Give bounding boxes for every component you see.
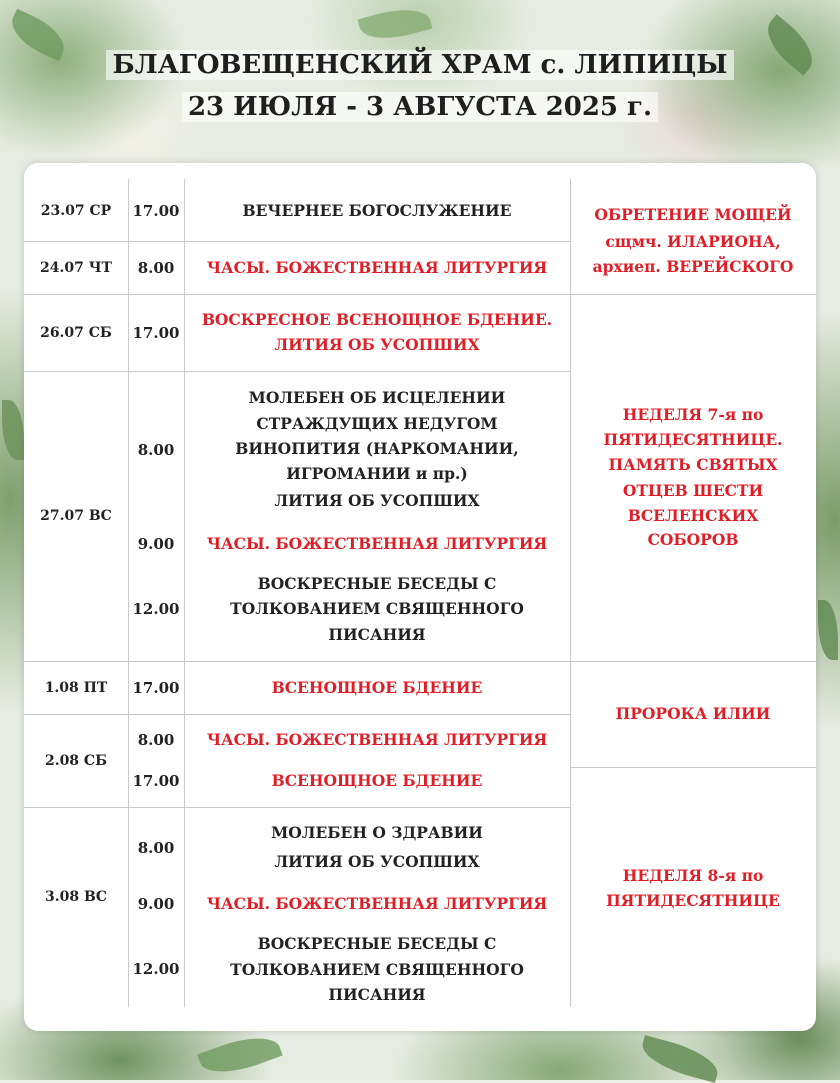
row-time: 9.00 [137, 895, 175, 913]
feast-note: ПЯТИДЕСЯТНИЦЕ. [603, 430, 783, 449]
row-time: 9.00 [137, 535, 175, 553]
row-time: 8.00 [137, 731, 175, 749]
row-event: ТОЛКОВАНИЕМ СВЯЩЕННОГО [230, 599, 524, 618]
feast-note: ОТЦЕВ ШЕСТИ [622, 481, 764, 500]
feast-note: архиеп. ВЕРЕЙСКОГО [592, 257, 794, 276]
row-event: СТРАЖДУЩИХ НЕДУГОМ [256, 414, 498, 433]
row-date: 1.08 ПТ [44, 679, 108, 696]
row-time: 12.00 [132, 960, 180, 978]
row-time: 17.00 [132, 772, 180, 790]
schedule-table [24, 163, 816, 1031]
row-event: ПИСАНИЯ [328, 985, 426, 1004]
row-event: ВОСКРЕСНОЕ ВСЕНОЩНОЕ БДЕНИЕ. [201, 310, 553, 329]
row-time: 17.00 [132, 678, 180, 697]
page-title-line-1: БЛАГОВЕЩЕНСКИЙ ХРАМ с. ЛИПИЦЫ [0, 48, 840, 82]
row-time: 8.00 [137, 258, 175, 277]
row-date: 2.08 СБ [44, 752, 108, 769]
row-event: ВИНОПИТИЯ (НАРКОМАНИИ, [235, 439, 519, 458]
feast-note: сщмч. ИЛАРИОНА, [605, 232, 781, 251]
row-event: ВОСКРЕСНЫЕ БЕСЕДЫ С [257, 574, 497, 593]
row-event: ЧАСЫ. БОЖЕСТВЕННАЯ ЛИТУРГИЯ [206, 257, 548, 277]
row-event: ВЕЧЕРНЕЕ БОГОСЛУЖЕНИЕ [242, 201, 512, 220]
feast-note: ПЯТИДЕСЯТНИЦЕ [606, 891, 780, 910]
row-date: 3.08 ВС [45, 889, 107, 905]
feast-note: ОБРЕТЕНИЕ МОЩЕЙ [594, 205, 792, 224]
row-event: ВСЕНОЩНОЕ БДЕНИЕ [271, 771, 483, 790]
feast-note: ПРОРОКА ИЛИИ [615, 704, 771, 723]
feast-divider [570, 767, 816, 768]
row-event: ЧАСЫ. БОЖЕСТВЕННАЯ ЛИТУРГИЯ [206, 730, 548, 749]
feast-divider [570, 661, 816, 662]
row-event: ПИСАНИЯ [328, 625, 426, 644]
row-event: МОЛЕБЕН ОБ ИСЦЕЛЕНИИ [248, 388, 506, 407]
feast-note: НЕДЕЛЯ 8-я по [622, 866, 764, 885]
feast-note: ПАМЯТЬ СВЯТЫХ [608, 455, 778, 474]
row-event: ЛИТИЯ ОБ УСОПШИХ [274, 335, 480, 354]
row-date: 23.07 СР [40, 203, 112, 219]
row-event: ЧАСЫ. БОЖЕСТВЕННАЯ ЛИТУРГИЯ [206, 534, 548, 553]
row-date: 26.07 СБ [40, 324, 112, 341]
row-date: 24.07 ЧТ [40, 259, 112, 276]
row-time: 17.00 [132, 323, 180, 342]
row-time: 17.00 [132, 202, 180, 220]
row-event: МОЛЕБЕН О ЗДРАВИИ [271, 823, 483, 842]
row-event: ИГРОМАНИИ и пр.) [286, 464, 468, 483]
feast-note: НЕДЕЛЯ 7-я по [622, 405, 764, 424]
row-time: 8.00 [137, 839, 175, 857]
row-event: ЛИТИЯ ОБ УСОПШИХ [274, 491, 480, 510]
feast-note: ВСЕЛЕНСКИХ [627, 506, 759, 525]
row-time: 8.00 [137, 441, 175, 459]
row-event: ВСЕНОЩНОЕ БДЕНИЕ [271, 677, 483, 697]
page-title-line-2: 23 ИЮЛЯ - 3 АВГУСТА 2025 г. [0, 90, 840, 124]
row-event: ЛИТИЯ ОБ УСОПШИХ [274, 852, 480, 871]
row-event: ВОСКРЕСНЫЕ БЕСЕДЫ С [257, 934, 497, 953]
row-event: ТОЛКОВАНИЕМ СВЯЩЕННОГО [230, 960, 524, 979]
row-time: 12.00 [132, 600, 180, 618]
row-event: ЧАСЫ. БОЖЕСТВЕННАЯ ЛИТУРГИЯ [206, 894, 548, 913]
feast-note: СОБОРОВ [647, 530, 739, 549]
row-date: 27.07 ВС [40, 508, 112, 524]
feast-divider [570, 294, 816, 295]
